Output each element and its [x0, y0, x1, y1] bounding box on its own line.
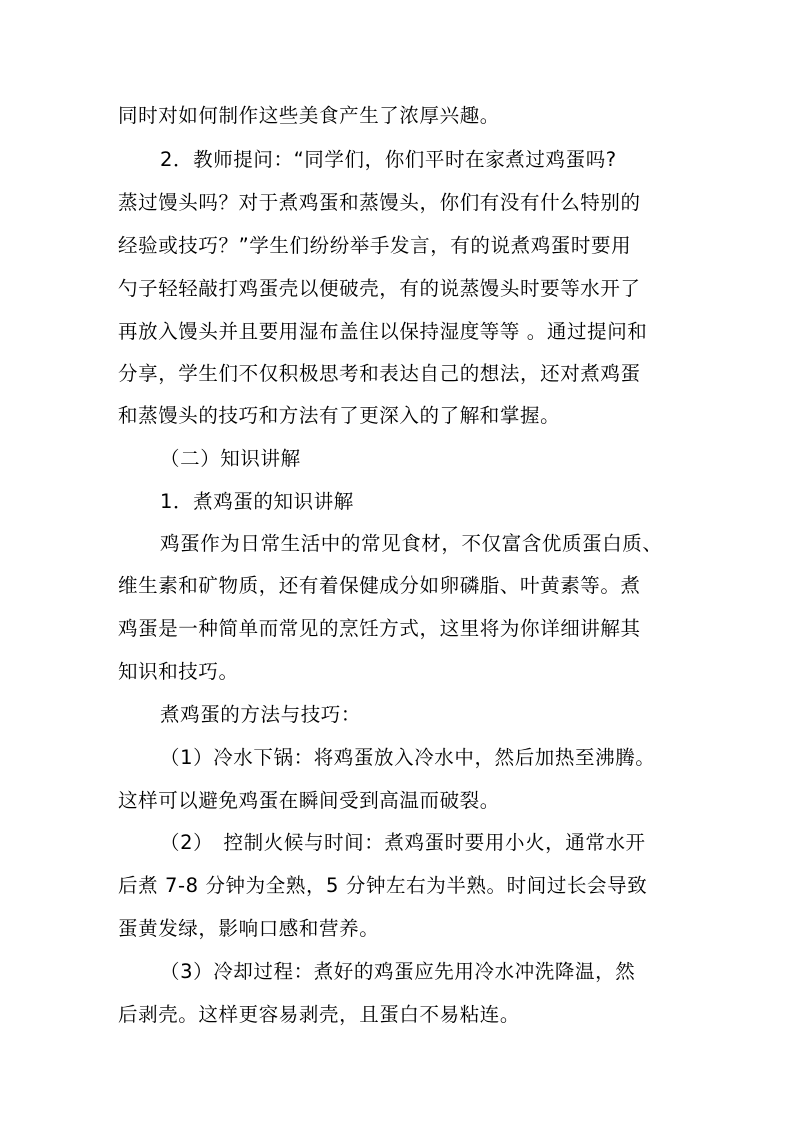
- paragraph-line: 经验或技巧？”学生们纷纷举手发言，有的说煮鸡蛋时要用: [118, 234, 632, 257]
- paragraph-line: 同时对如何制作这些美食产生了浓厚兴趣。: [118, 104, 500, 127]
- paragraph-line: 后剥壳。这样更容易剥壳，且蛋白不易粘连。: [118, 1003, 521, 1026]
- paragraph-line: 鸡蛋是一种简单而常见的烹饪方式，这里将为你详细讲解其: [118, 617, 641, 640]
- paragraph-line: 分享，学生们不仅积极思考和表达自己的想法，还对煮鸡蛋: [118, 362, 641, 385]
- paragraph-line: 勺子轻轻敲打鸡蛋壳以便破壳，有的说蒸馒头时要等水开了: [118, 277, 641, 300]
- paragraph-line: 蛋黄发绿，影响口感和营养。: [118, 917, 380, 940]
- paragraph-line: 维生素和矿物质，还有着保健成分如卵磷脂、叶黄素等。煮: [118, 574, 641, 597]
- list-item-line: （3）冷却过程：煮好的鸡蛋应先用冷水冲洗降温，然: [160, 960, 636, 983]
- paragraph-line: 知识和技巧。: [118, 660, 239, 683]
- paragraph-line: 再放入馒头并且要用湿布盖住以保持湿度等等 。通过提问和: [118, 320, 648, 343]
- paragraph-line: 蒸过馒头吗？对于煮鸡蛋和蒸馒头，你们有没有什么特别的: [118, 191, 641, 214]
- list-item-line: （2） 控制火候与时间：煮鸡蛋时要用小火，通常水开: [160, 831, 646, 854]
- paragraph-line: 这样可以避免鸡蛋在瞬间受到高温而破裂。: [118, 789, 500, 812]
- section-heading: （二）知识讲解: [160, 447, 301, 470]
- paragraph-line: 后煮 7-8 分钟为全熟，5 分钟左右为半熟。时间过长会导致: [118, 874, 648, 897]
- paragraph-line: 2．教师提问：“同学们，你们平时在家煮过鸡蛋吗?: [160, 148, 617, 171]
- paragraph-line: 煮鸡蛋的方法与技巧：: [160, 703, 362, 726]
- subsection-heading: 1．煮鸡蛋的知识讲解: [160, 490, 354, 513]
- list-item-line: （1）冷水下锅：将鸡蛋放入冷水中，然后加热至沸腾。: [160, 746, 656, 769]
- paragraph-line: 鸡蛋作为日常生活中的常见食材，不仅富含优质蛋白质、: [160, 532, 663, 555]
- paragraph-line: 和蒸馒头的技巧和方法有了更深入的了解和掌握。: [118, 404, 561, 427]
